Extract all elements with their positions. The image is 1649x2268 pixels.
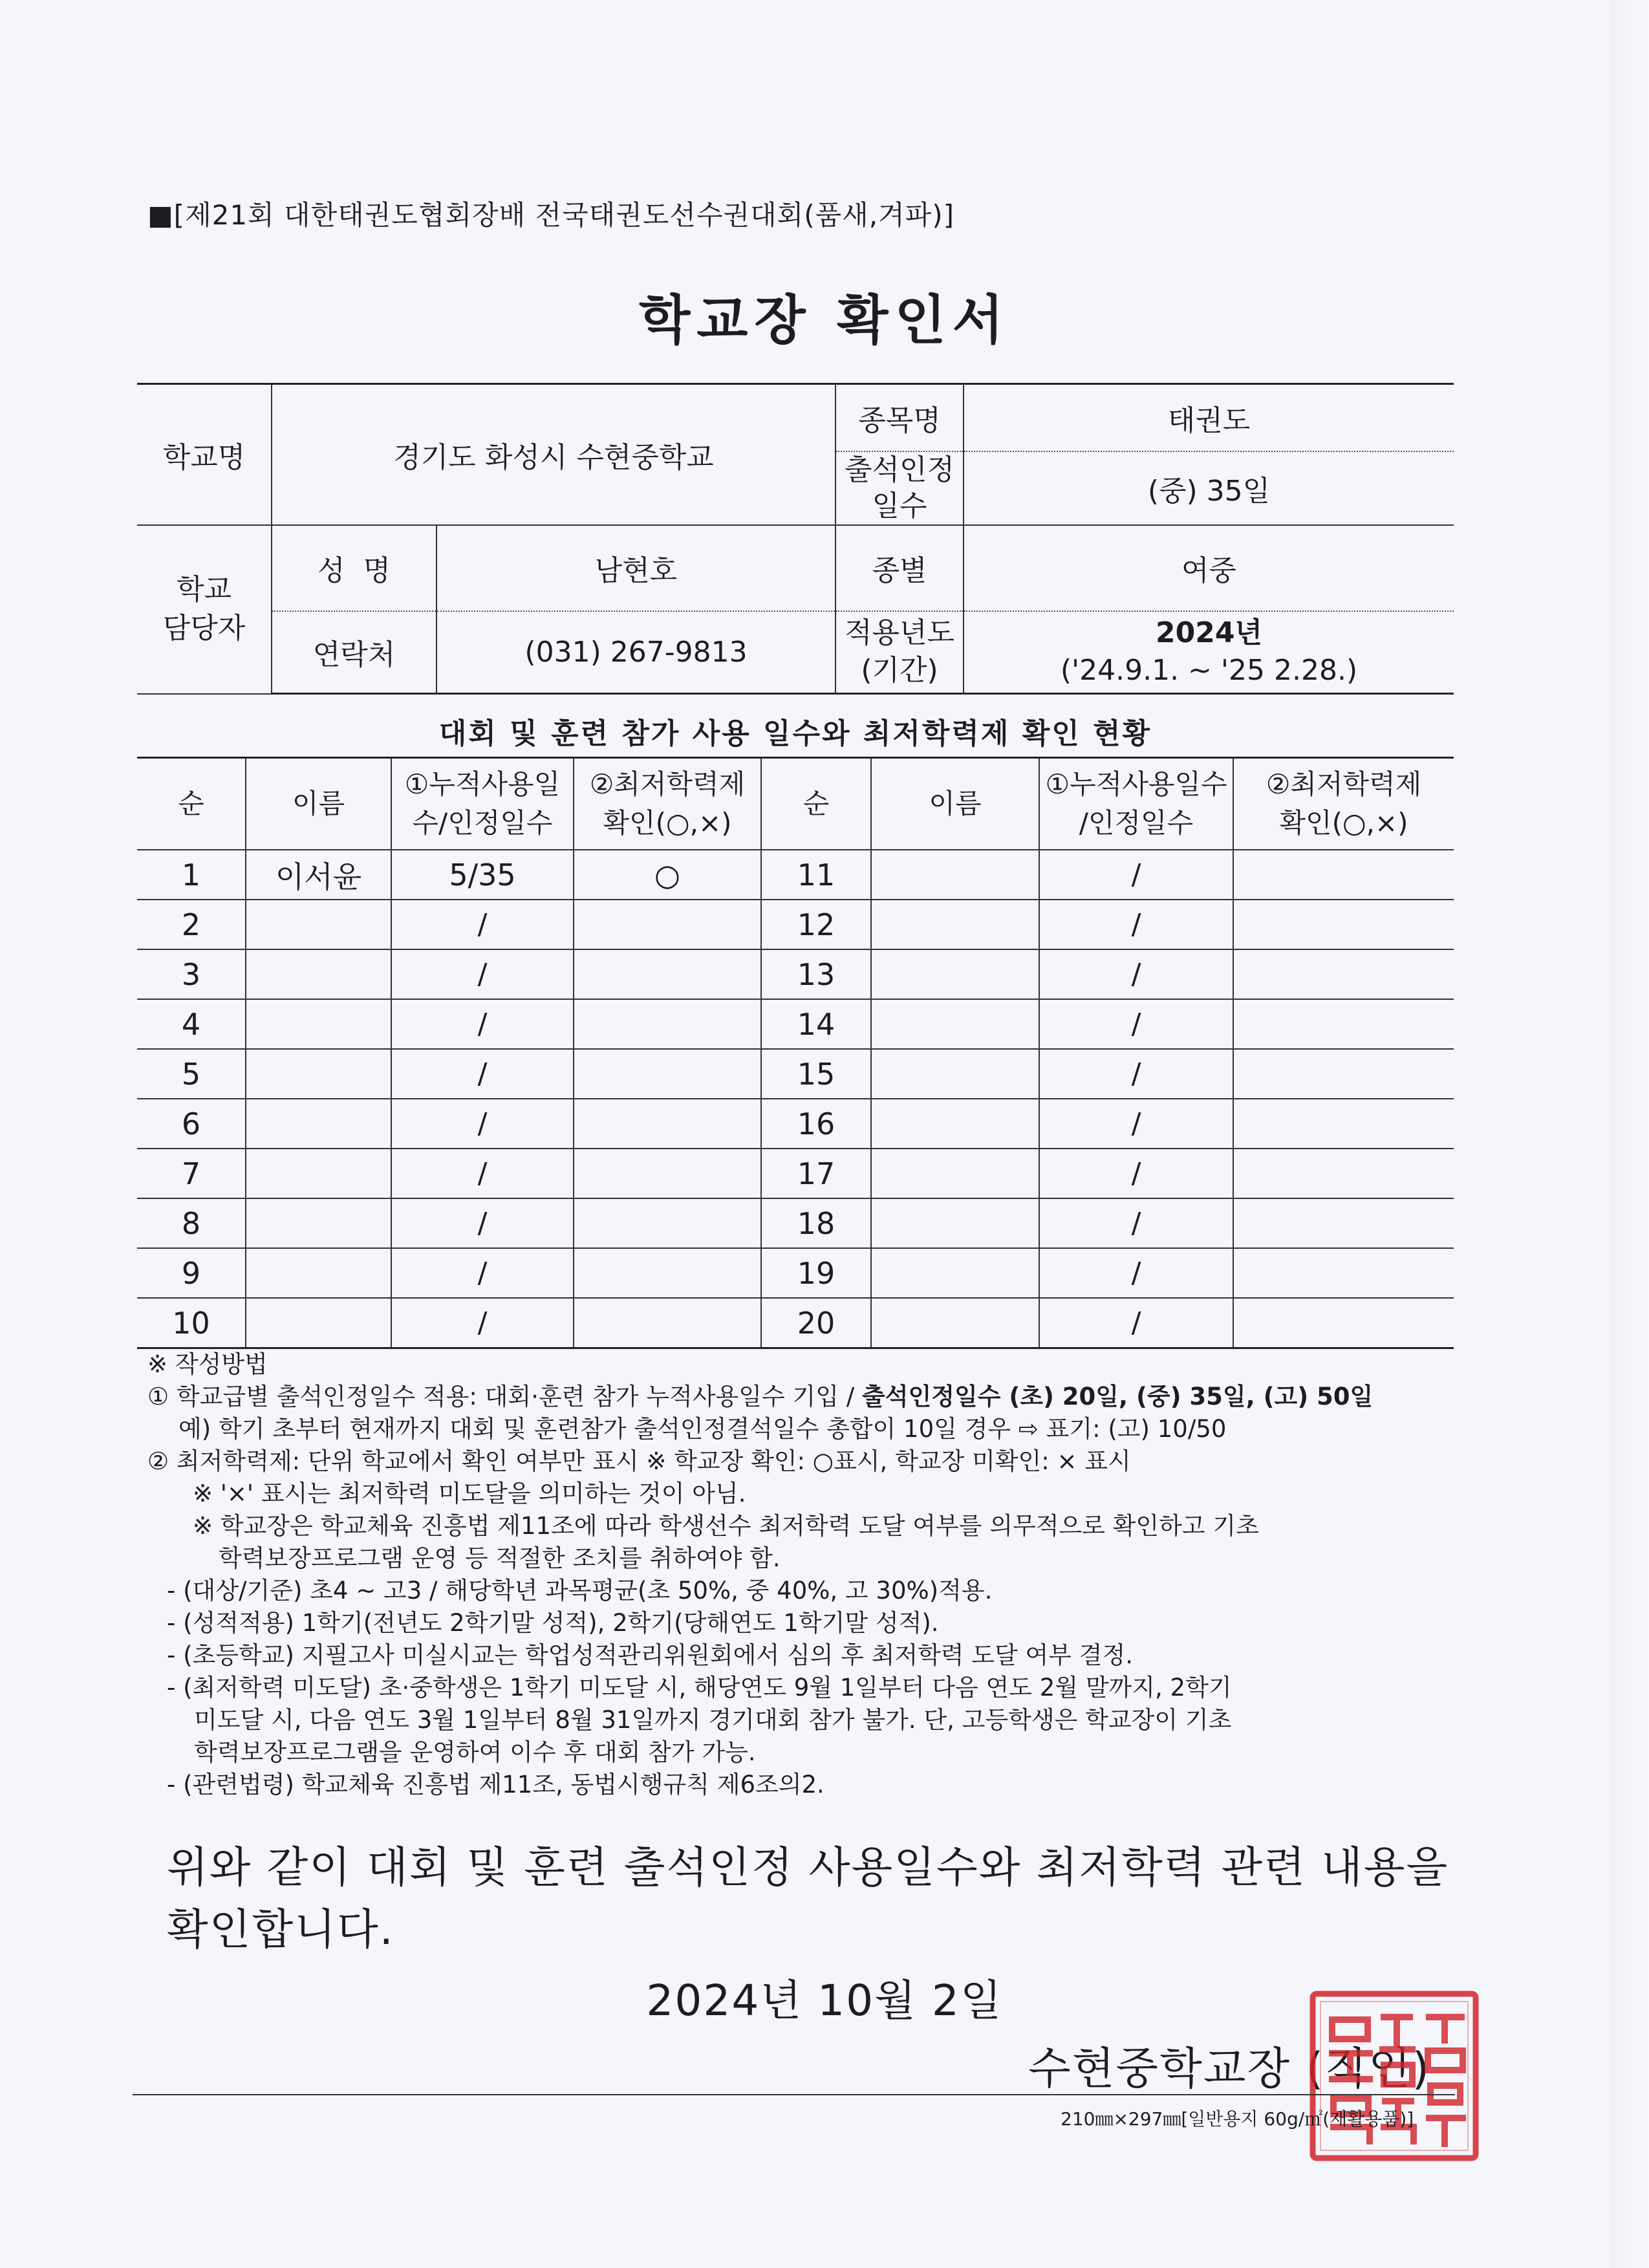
header-check (574, 758, 761, 850)
row-check: ○ (574, 850, 761, 900)
row-check (574, 1099, 761, 1149)
usage-table (137, 757, 1454, 1349)
row-days-right: / (1039, 1049, 1233, 1099)
row-days: / (391, 999, 574, 1049)
row-days: / (391, 1298, 574, 1348)
row-name (246, 1298, 391, 1348)
table-row (137, 850, 1454, 900)
note-dash-4c: 학력보장프로그램을 운영하여 이수 후 대회 참가 가능. (194, 1738, 756, 1766)
note-dash-4a: - (최저학력 미도달) 초·중학생은 1학기 미도달 시, 해당연도 9월 1일부터 다음 연도 2월 말까지, 2학기 (167, 1674, 1232, 1701)
table-row (137, 1298, 1454, 1348)
row-name (246, 999, 391, 1049)
row-name (246, 1049, 391, 1099)
header-days-line2: 수/인정일수 (412, 807, 553, 839)
header-no-right: 순 (761, 758, 871, 850)
header-days-right (1039, 758, 1233, 850)
contact-value: (031) 267-9813 (436, 611, 835, 694)
school-value: 경기도 화성시 수현중학교 (272, 384, 835, 525)
row-check (574, 949, 761, 999)
note-dash-3: - (초등학교) 지필고사 미실시교는 학업성적관리위원회에서 심의 후 최저학력 도달 여부 결정. (167, 1641, 1134, 1669)
header-name-right: 이름 (871, 758, 1039, 850)
row-name (246, 1149, 391, 1198)
confirmation-line-2: 확인합니다. (167, 1905, 394, 1954)
note-item-1-text: ① 학교급별 출석인정일수 적용: 대회·훈련 참가 누적사용일수 기입 / (147, 1383, 863, 1410)
note-dash-4b: 미도달 시, 다음 연도 3월 1일부터 8월 31일까지 경기대회 참가 불가. 단, 고등학생은 학교장이 기초 (194, 1706, 1232, 1734)
manager-label (137, 525, 272, 694)
row-no-right: 12 (761, 900, 871, 949)
row-check (574, 1149, 761, 1198)
year-value-line: 2024년 (1156, 616, 1262, 650)
attendance-label-line1: 출석인정 (844, 453, 954, 486)
row-days-right: / (1039, 900, 1233, 949)
row-days-right: / (1039, 949, 1233, 999)
row-days: / (391, 900, 574, 949)
manager-label-line1: 학교 (176, 573, 232, 606)
row-name-right (871, 999, 1039, 1049)
row-no-right: 19 (761, 1248, 871, 1298)
header-days-right-line1: ①누적사용일수 (1045, 768, 1227, 800)
row-check (574, 1248, 761, 1298)
notes-heading: ※ 작성방법 (147, 1350, 268, 1378)
note-dash-2: - (성적적용) 1학기(전년도 2학기말 성적), 2학기(당해연도 1학기말 성적). (167, 1609, 939, 1637)
row-no: 6 (137, 1099, 246, 1149)
row-name (246, 1198, 391, 1248)
manager-label-line2: 담당자 (162, 612, 246, 645)
header-days-right-line2: /인정일수 (1079, 807, 1194, 839)
attendance-label (835, 451, 964, 525)
row-no-right: 14 (761, 999, 871, 1049)
header-check-right (1233, 758, 1454, 850)
row-name (246, 1248, 391, 1298)
table-row (137, 949, 1454, 999)
note-item-2-sub-2b: 학력보장프로그램 운영 등 적절한 조치를 취하여야 함. (219, 1544, 781, 1572)
gender-value: 여중 (964, 525, 1454, 611)
row-days-right: / (1039, 999, 1233, 1049)
row-days: / (391, 949, 574, 999)
usage-table-header (137, 758, 1454, 850)
row-check-right (1233, 1248, 1454, 1298)
header-name: 이름 (246, 758, 391, 850)
note-item-1 (147, 1381, 1454, 1413)
row-check-right (1233, 850, 1454, 900)
contact-label: 연락처 (272, 611, 436, 694)
year-label-line2: (기간) (861, 654, 938, 687)
table-row (137, 1099, 1454, 1149)
year-label-line1: 적용년도 (844, 616, 954, 650)
note-item-2-sub-2a: ※ 학교장은 학교체육 진흥법 제11조에 따라 학생선수 최저학력 도달 여부를 의무적으로 확인하고 기초 (193, 1512, 1259, 1540)
footer-divider (133, 2094, 1455, 2095)
table-row (137, 900, 1454, 949)
row-name (246, 900, 391, 949)
row-no-right: 17 (761, 1149, 871, 1198)
school-label: 학교명 (137, 384, 272, 525)
row-no-right: 13 (761, 949, 871, 999)
year-label (835, 611, 964, 694)
event-label: 종목명 (835, 384, 964, 451)
note-dash-5: - (관련법령) 학교체육 진흥법 제11조, 동법시행규칙 제6조의2. (167, 1771, 824, 1798)
row-no: 4 (137, 999, 246, 1049)
row-name: 이서윤 (246, 850, 391, 900)
year-value (964, 611, 1454, 694)
attendance-value: (중) 35일 (964, 451, 1454, 525)
row-no: 7 (137, 1149, 246, 1198)
header-note: ■[제21회 대한태권도협회장배 전국태권도선수권대회(품새,겨파)] (147, 199, 955, 231)
table-row (137, 1049, 1454, 1099)
row-check-right (1233, 1099, 1454, 1149)
page-title: 학교장 확인서 (639, 290, 1010, 351)
row-name-right (871, 1298, 1039, 1348)
row-check-right (1233, 1198, 1454, 1248)
row-no: 5 (137, 1049, 246, 1099)
row-no: 8 (137, 1198, 246, 1248)
row-days-right: / (1039, 1149, 1233, 1198)
instructions-notes (147, 1348, 1454, 1801)
row-no: 1 (137, 850, 246, 900)
row-no-right: 15 (761, 1049, 871, 1099)
row-name (246, 1099, 391, 1149)
header-check-right-line2: 확인(○,×) (1279, 807, 1408, 839)
row-check (574, 1198, 761, 1248)
row-name-right (871, 850, 1039, 900)
row-check (574, 1298, 761, 1348)
row-days-right: / (1039, 1099, 1233, 1149)
row-days-right: / (1039, 850, 1233, 900)
confirmation-line-1: 위와 같이 대회 및 훈련 출석인정 사용일수와 최저학력 관련 내용을 (167, 1842, 1449, 1892)
row-no: 2 (137, 900, 246, 949)
row-no: 10 (137, 1298, 246, 1348)
row-days-right: / (1039, 1248, 1233, 1298)
table-row (137, 999, 1454, 1049)
row-name-right (871, 900, 1039, 949)
paper-spec: 210㎜×297㎜[일반용지 60g/㎡(재활용품)] (1061, 2108, 1414, 2130)
row-name-right (871, 1049, 1039, 1099)
table-row (137, 1149, 1454, 1198)
header-check-line2: 확인(○,×) (603, 807, 732, 839)
row-name-right (871, 1198, 1039, 1248)
row-name (246, 949, 391, 999)
row-name-right (871, 1149, 1039, 1198)
header-days-line1: ①누적사용일 (404, 768, 561, 800)
table-row (137, 1198, 1454, 1248)
document-date: 2024년 10월 2일 (646, 1976, 1003, 2025)
row-no-right: 16 (761, 1099, 871, 1149)
row-name-right (871, 1248, 1039, 1298)
school-info-table (137, 383, 1454, 695)
row-name-right (871, 949, 1039, 999)
table-row (137, 1248, 1454, 1298)
row-name-right (871, 1099, 1039, 1149)
note-item-2: ② 최저학력제: 단위 학교에서 확인 여부만 표시 ※ 학교장 확인: ○표시, 학교장 미확인: × 표시 (147, 1447, 1131, 1475)
note-item-2-sub-1: ※ '×' 표시는 최저학력 미도달을 의미하는 것이 아님. (193, 1480, 746, 1507)
row-days-right: / (1039, 1198, 1233, 1248)
row-days: / (391, 1248, 574, 1298)
row-days-right: / (1039, 1298, 1233, 1348)
row-no: 9 (137, 1248, 246, 1298)
row-days: 5/35 (391, 850, 574, 900)
section-title: 대회 및 훈련 참가 사용 일수와 최저학력제 확인 현황 (438, 717, 1152, 750)
row-check-right (1233, 900, 1454, 949)
period-value-line: ('24.9.1. ~ '25 2.28.) (1060, 654, 1358, 687)
row-days: / (391, 1099, 574, 1149)
header-no: 순 (137, 758, 246, 850)
row-days: / (391, 1049, 574, 1099)
row-no-right: 18 (761, 1198, 871, 1248)
row-check (574, 1049, 761, 1099)
attendance-label-line2: 일수 (872, 489, 927, 523)
row-check (574, 999, 761, 1049)
header-check-right-line1: ②최저학력제 (1266, 768, 1422, 800)
note-item-1-example: 예) 학기 초부터 현재까지 대회 및 훈련참가 출석인정결석일수 총합이 10일 경우 ⇨ 표기: (고) 10/50 (178, 1415, 1227, 1443)
row-check-right (1233, 1149, 1454, 1198)
gender-label: 종별 (835, 525, 964, 611)
row-no-right: 20 (761, 1298, 871, 1348)
row-check (574, 900, 761, 949)
row-check-right (1233, 1049, 1454, 1099)
row-no: 3 (137, 949, 246, 999)
note-dash-1: - (대상/기준) 초4 ~ 고3 / 해당학년 과목평균(초 50%, 중 40%, 고 30%)적용. (167, 1577, 993, 1604)
event-value: 태권도 (964, 384, 1454, 451)
name-value: 남현호 (436, 525, 835, 611)
header-check-line1: ②최저학력제 (589, 768, 746, 800)
row-check-right (1233, 949, 1454, 999)
principal-signature: 수현중학교장 (직인) (1028, 2044, 1431, 2095)
header-days (391, 758, 574, 850)
official-seal-stamp (1306, 1989, 1481, 2163)
row-no-right: 11 (761, 850, 871, 900)
name-label: 성 명 (272, 525, 436, 611)
row-check-right (1233, 999, 1454, 1049)
note-item-1-bold: 출석인정일수 (초) 20일, (중) 35일, (고) 50일 (862, 1383, 1374, 1410)
row-days: / (391, 1198, 574, 1248)
row-check-right (1233, 1298, 1454, 1348)
row-days: / (391, 1149, 574, 1198)
confirmation-statement (167, 1837, 1454, 1961)
